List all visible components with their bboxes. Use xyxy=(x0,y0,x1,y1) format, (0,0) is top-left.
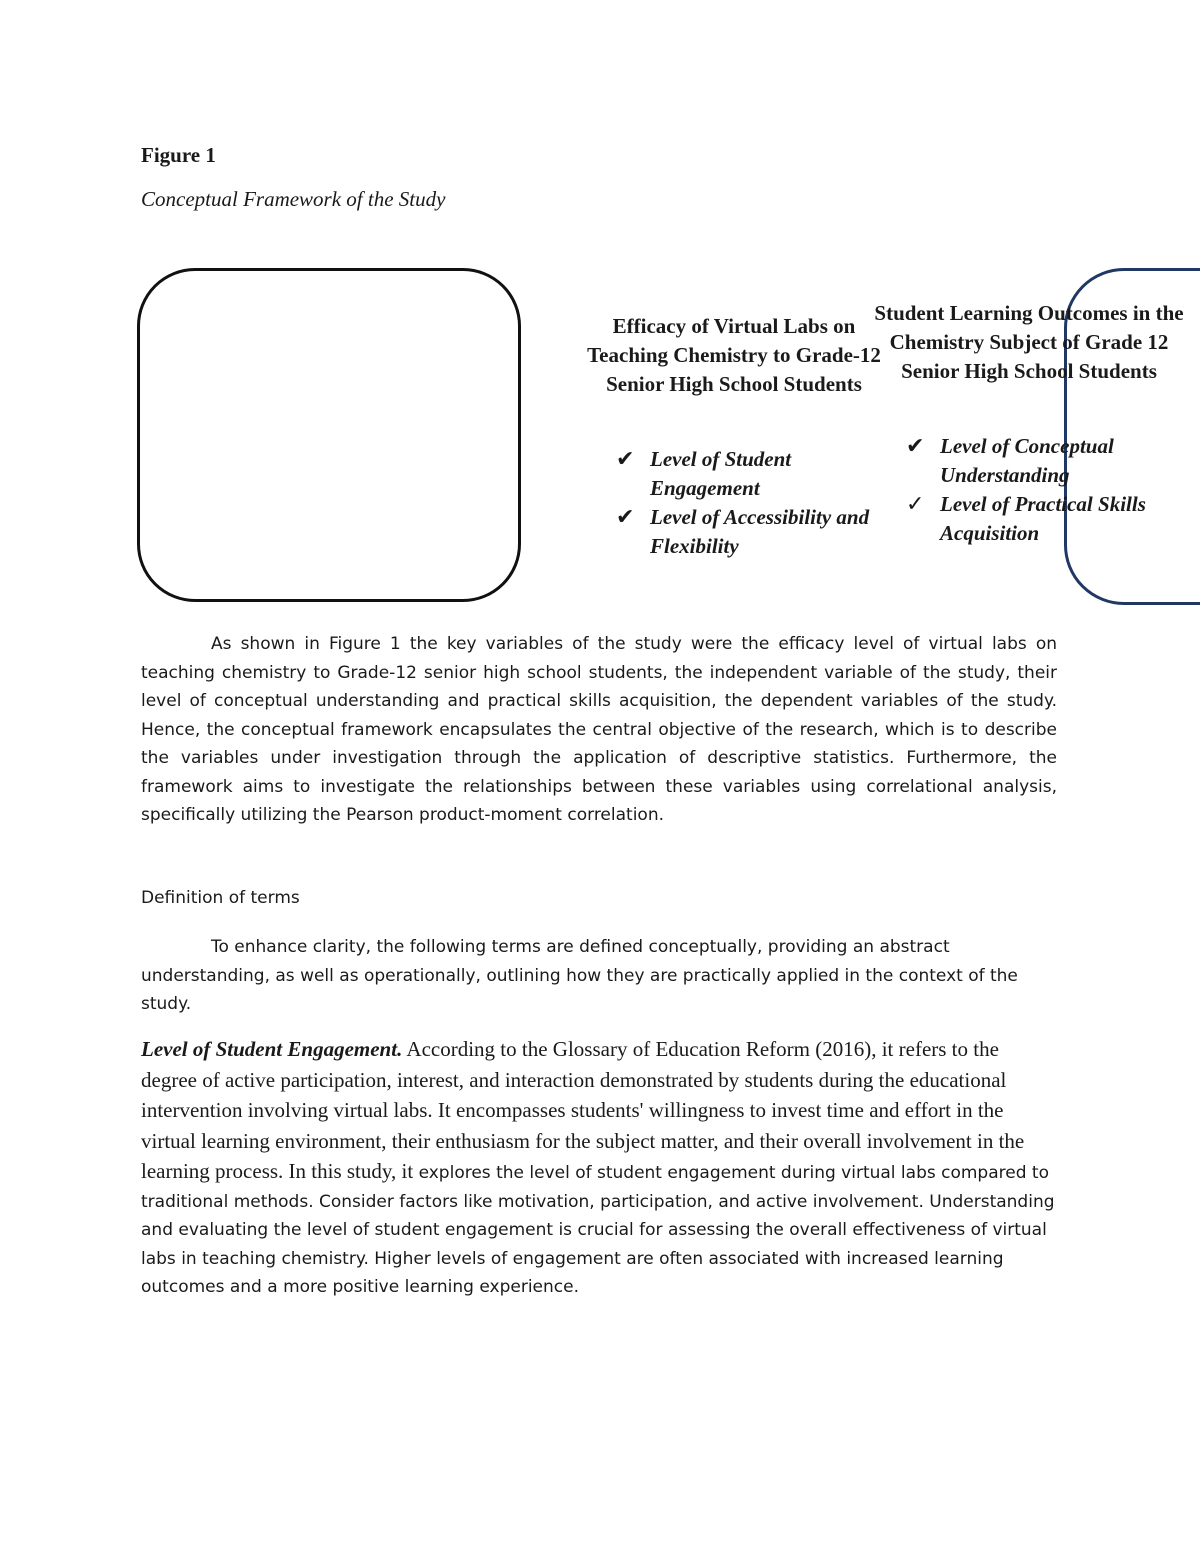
figure-label: Figure 1 xyxy=(141,143,216,167)
independent-variable-list xyxy=(616,445,876,561)
list-item xyxy=(906,432,1196,490)
term-operational-text: explores the level of student engagement during virtual labs compared to traditional methods. Consider factors like motivation, participation, and active involvement. Understanding and evaluating the level of student engagement is crucial for assessing the overall effectiveness of virtual labs in teaching chemistry. Higher levels of engagement are often associated with increased learning outcomes and a more positive learning experience. xyxy=(141,1163,1055,1297)
check-icon: ✓ xyxy=(906,492,925,517)
body-paragraph-text: As shown in Figure 1 the key variables of the study were the efficacy level of virtual labs on teaching chemistry to Grade-12 senior high school students, the independent variable of the study, their level of conceptual understanding and practical skills acquisition, the dependent variables of the study. Hence, the conceptual framework encapsulates the central objective of the research, which is to describe the variables under investigation through the application of descriptive statistics. Furthermore, the framework aims to investigate the relationships between these variables using correlational analysis, specifically utilizing the Pearson product-moment correlation. xyxy=(141,634,1057,825)
list-item-label: Level of Accessibility and Flexibility xyxy=(650,505,870,558)
list-item xyxy=(616,503,876,561)
definitions-intro-text: To enhance clarity, the following terms are defined conceptually, providing an abstract understanding, as well as operationally, outlining how they are practically applied in the context of the study. xyxy=(141,937,1018,1014)
check-icon: ✔ xyxy=(616,505,635,530)
definitions-heading: Definition of terms xyxy=(141,888,300,908)
term-name: Level of Student Engagement. xyxy=(141,1037,403,1061)
check-icon: ✔ xyxy=(616,447,635,472)
dependent-variable-title: Student Learning Outcomes in the Chemistry Subject of Grade 12 Senior High School Students xyxy=(874,301,1184,383)
check-icon: ✔ xyxy=(906,434,925,459)
list-item xyxy=(616,445,876,503)
term-conceptual-text: According to the Glossary of Education Reform (2016), it refers to the degree of active participation, interest, and interaction demonstrated by students during the educational intervention involving virtual labs. It encompasses students' willingness to invest time and effort in the virtual learning environment, their enthusiasm for the subject matter, and their overall involvement in the learning process. In this study, it xyxy=(141,1037,1025,1183)
independent-variable-title: Efficacy of Virtual Labs on Teaching Chemistry to Grade-12 Senior High School Students xyxy=(587,314,881,396)
body-paragraph xyxy=(141,630,1057,830)
figure-title: Conceptual Framework of the Study xyxy=(141,187,446,211)
independent-variable-box xyxy=(137,268,521,602)
definitions-intro xyxy=(141,933,1057,1019)
term-definition xyxy=(141,1035,1057,1302)
dependent-variable-list xyxy=(906,432,1196,548)
list-item xyxy=(906,490,1196,548)
list-item-label: Level of Student Engagement xyxy=(650,447,792,500)
list-item-label: Level of Practical Skills Acquisition xyxy=(940,492,1146,545)
list-item-label: Level of Conceptual Understanding xyxy=(940,434,1114,487)
